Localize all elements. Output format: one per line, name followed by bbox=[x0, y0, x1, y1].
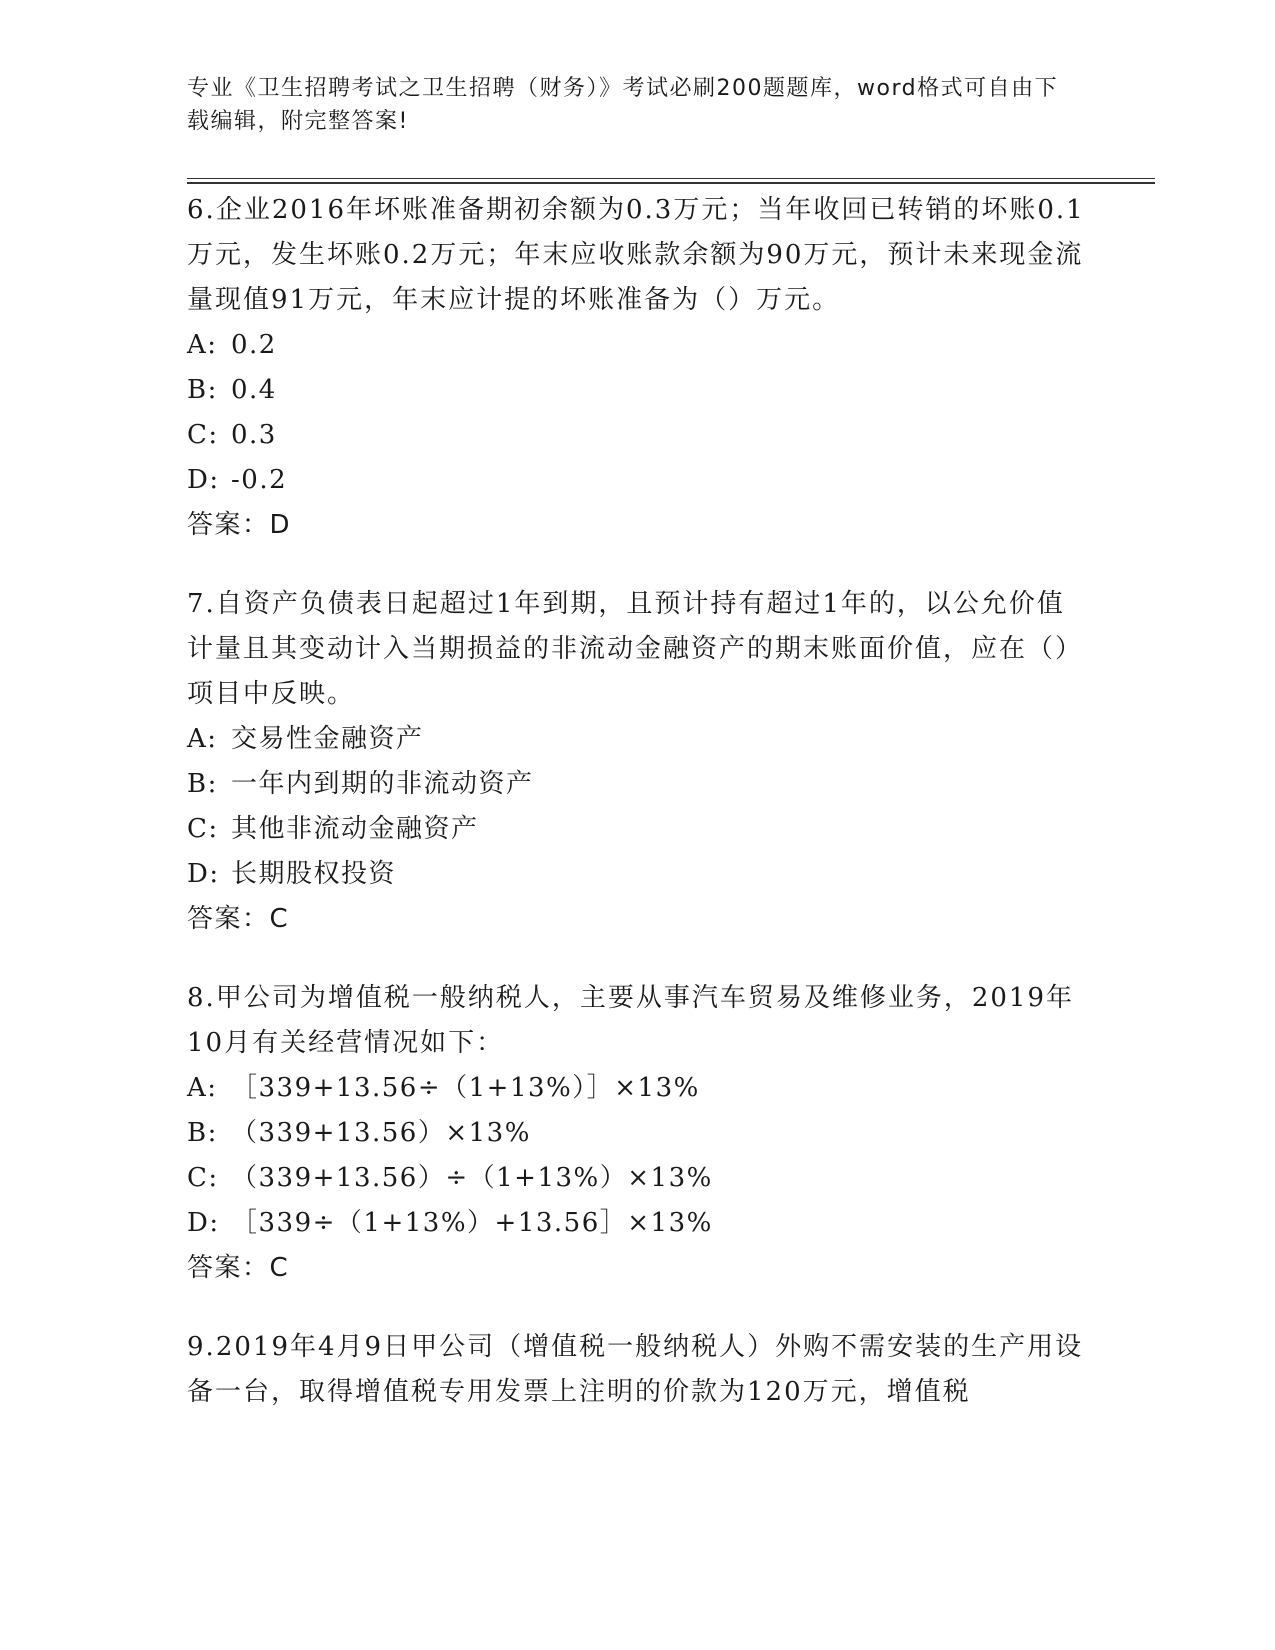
question-text bbox=[187, 582, 1087, 717]
question-number: 8. bbox=[187, 983, 216, 1013]
question-text bbox=[187, 976, 1087, 1066]
option-letter: B: bbox=[187, 375, 218, 405]
option-text: （339+13.56）÷（1+13%）×13% bbox=[231, 1163, 713, 1193]
option-b bbox=[187, 368, 1087, 413]
option-letter: C: bbox=[187, 420, 219, 450]
option-text: -0.2 bbox=[231, 465, 288, 495]
document-header: 专业《卫生招聘考试之卫生招聘（财务）》考试必刷200题题库，word格式可自由下载编辑，附完整答案! bbox=[187, 76, 1059, 134]
question-body: 2019年4月9日甲公司（增值税一般纳税人）外购不需安装的生产用设备一台，取得增值税专用发票上注明的价款为120万元，增值税 bbox=[187, 1332, 1084, 1407]
option-c bbox=[187, 807, 1087, 852]
option-text: 0.3 bbox=[231, 420, 277, 450]
option-text: 一年内到期的非流动资产 bbox=[231, 769, 534, 799]
header-rule-thin bbox=[187, 178, 1155, 179]
question-9 bbox=[187, 1325, 1087, 1415]
option-letter: D: bbox=[187, 465, 220, 495]
option-text: 0.4 bbox=[231, 375, 277, 405]
option-letter: D: bbox=[187, 859, 220, 889]
option-a bbox=[187, 717, 1087, 762]
option-c bbox=[187, 1156, 1087, 1201]
option-d bbox=[187, 1201, 1087, 1246]
question-number: 6. bbox=[187, 195, 216, 225]
option-b bbox=[187, 762, 1087, 807]
option-text: 交易性金融资产 bbox=[231, 724, 424, 754]
question-8 bbox=[187, 976, 1087, 1291]
question-body: 甲公司为增值税一般纳税人，主要从事汽车贸易及维修业务，2019年10月有关经营情况如下： bbox=[187, 983, 1074, 1058]
option-d bbox=[187, 852, 1087, 897]
question-6 bbox=[187, 188, 1087, 548]
question-list bbox=[187, 188, 1087, 1449]
option-text: 0.2 bbox=[231, 330, 277, 360]
answer-label: 答案：C bbox=[187, 1253, 290, 1283]
option-b bbox=[187, 1111, 1087, 1156]
option-text: 其他非流动金融资产 bbox=[231, 814, 479, 844]
header-rule-thick bbox=[187, 182, 1155, 184]
option-letter: A: bbox=[187, 330, 218, 360]
answer-label: 答案：C bbox=[187, 904, 290, 934]
option-a bbox=[187, 1066, 1087, 1111]
question-text bbox=[187, 1325, 1087, 1415]
question-text bbox=[187, 188, 1087, 323]
option-text: ［339÷（1+13%）+13.56］×13% bbox=[231, 1208, 713, 1238]
question-body: 企业2016年坏账准备期初余额为0.3万元；当年收回已转销的坏账0.1万元，发生坏账0.2万元；年末应收账款余额为90万元，预计未来现金流量现值91万元，年末应计提的坏账准备为（）万元。 bbox=[187, 195, 1085, 315]
option-text: 长期股权投资 bbox=[231, 859, 397, 889]
option-a bbox=[187, 323, 1087, 368]
answer-label: 答案：D bbox=[187, 510, 292, 540]
option-c bbox=[187, 413, 1087, 458]
option-letter: C: bbox=[187, 1163, 219, 1193]
question-7 bbox=[187, 582, 1087, 942]
option-letter: C: bbox=[187, 814, 219, 844]
option-letter: B: bbox=[187, 769, 218, 799]
option-d bbox=[187, 458, 1087, 503]
question-number: 9. bbox=[187, 1332, 216, 1362]
question-body: 自资产负债表日起超过1年到期，且预计持有超过1年的，以公允价值计量且其变动计入当期损益的非流动金融资产的期末账面价值，应在（）项目中反映。 bbox=[187, 589, 1084, 709]
question-number: 7. bbox=[187, 589, 216, 619]
option-letter: D: bbox=[187, 1208, 220, 1238]
option-letter: B: bbox=[187, 1118, 218, 1148]
option-text: （339+13.56）×13% bbox=[231, 1118, 531, 1148]
option-letter: A: bbox=[187, 724, 218, 754]
option-letter: A: bbox=[187, 1073, 218, 1103]
option-text: ［339+13.56÷（1+13%）］×13% bbox=[231, 1073, 700, 1103]
